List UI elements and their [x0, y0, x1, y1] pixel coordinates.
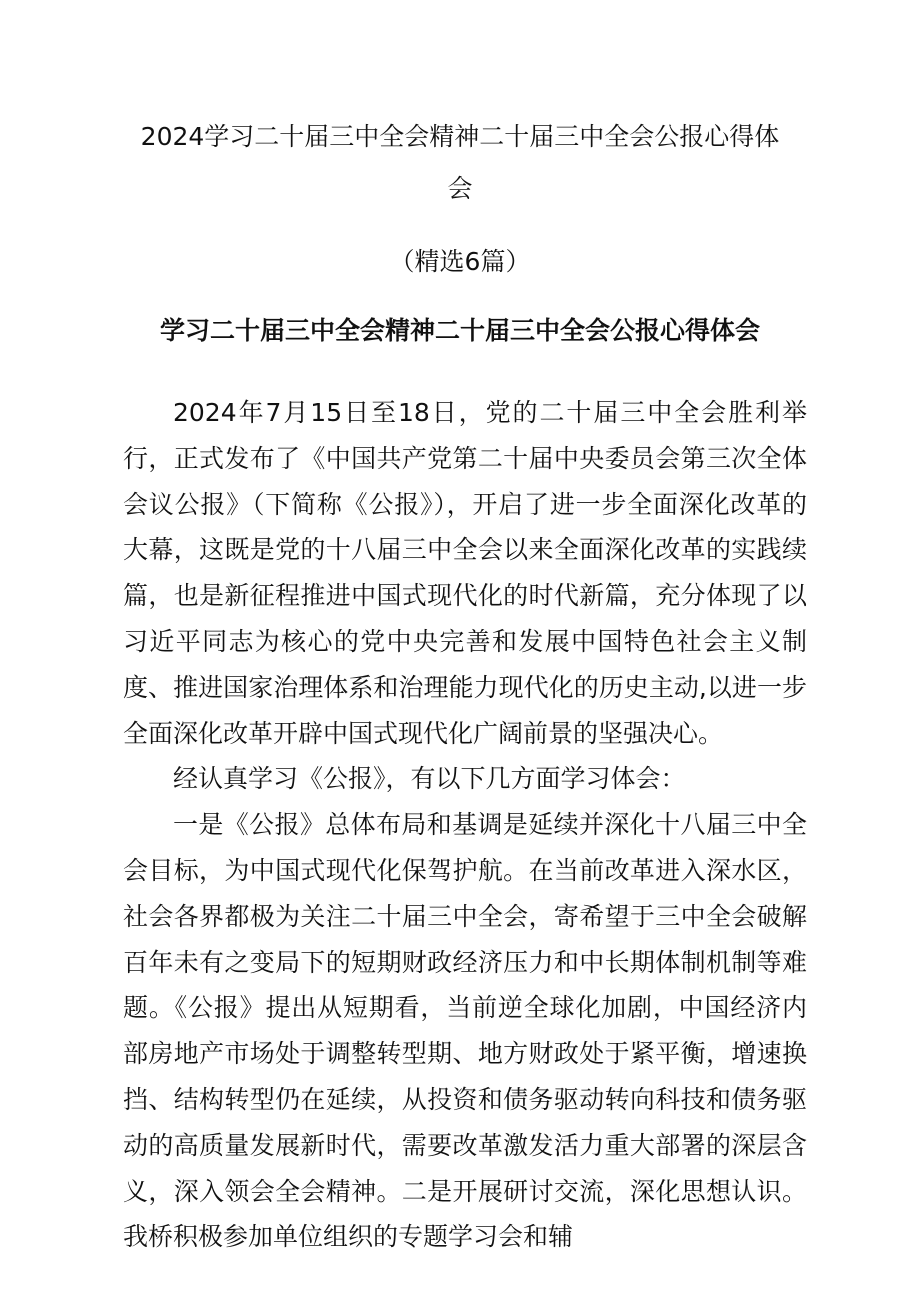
- article-title: 学习二十届三中全会精神二十届三中全会公报心得体会: [159, 316, 760, 345]
- paragraph: 经认真学习《公报》，有以下几方面学习体会：: [173, 764, 686, 794]
- document-subtitle: （精选6篇）: [389, 247, 531, 276]
- paragraph: 一是《公报》总体布局和基调是延续并深化十八届三中全会目标，为中国式现代化保驾护航。在当前改革进入深水区，社会各界都极为关注二十届三中全会，寄希望于三中全会破解百年未有之变局下的短期财政经济压力和中长期体制机制等难题。《公报》提出从短期看，当前逆全球化加剧，中国经济内部房地产市场处于调整转型期、地方财政处于紧平衡，增速换挡、结构转型仍在延续，从投资和债务驱动转向科技和债务驱动的高质量发展新时代，需要改革激发活力重大部署的深层含义，深入领会全会精神。二是开展研讨交流，深化思想认识。我桥积极参加单位组织的专题学习会和辅: [123, 810, 807, 1252]
- document-title: 2024学习二十届三中全会精神二十届三中全会公报心得体会: [140, 122, 780, 203]
- paragraph: 2024年7月15日至18日，党的二十届三中全会胜利举行，正式发布了《中国共产党第二十届中央委员会第三次全体会议公报》（下简称《公报》），开启了进一步全面深化改革的大幕，这既是党的十八届三中全会以来全面深化改革的实践续篇，也是新征程推进中国式现代化的时代新篇，充分体现了以习近平同志为核心的党中央完善和发展中国特色社会主义制度、推进国家治理体系和治理能力现代化的历史主动,以进一步全面深化改革开辟中国式现代化广阔前景的坚强决心。: [123, 398, 807, 748]
- article-body: [123, 390, 807, 1260]
